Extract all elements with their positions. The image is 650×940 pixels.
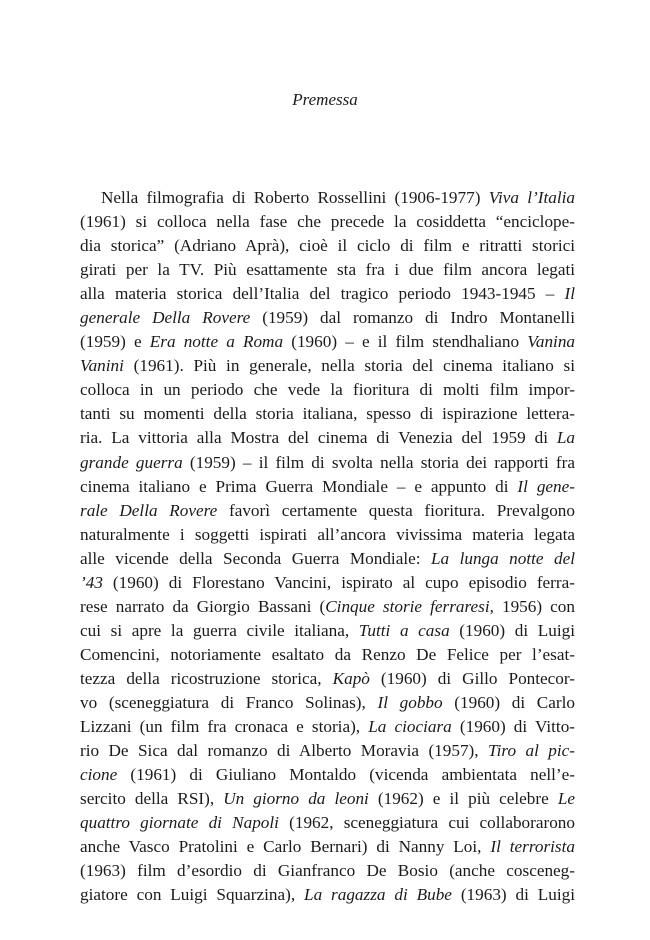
text-line [80, 402, 575, 426]
text-line [80, 451, 575, 475]
italic-title: La [556, 428, 575, 448]
text-span: Comencini, notoriamente esaltato da Renzo De Felice per l’esat- [80, 644, 575, 664]
text-line [80, 547, 575, 571]
text-span: (1959) dal romanzo di Indro Montanelli [250, 308, 575, 328]
italic-title: ’43 [80, 572, 103, 592]
text-span: (1959) e [80, 332, 150, 352]
text-span: colloca in un periodo che vede la fioritura di molti film impor- [80, 380, 575, 400]
text-span: (1960) – e il film stendhaliano [283, 332, 528, 352]
italic-title: quattro giornate di Napoli [80, 813, 279, 833]
italic-title: La ragazza di Bube [304, 885, 452, 905]
text-line [80, 210, 575, 234]
italic-title: Il terrorista [490, 837, 575, 857]
italic-title: Kapò [332, 668, 370, 688]
text-span: (1960) di Gillo Pontecor- [369, 668, 575, 688]
italic-title: Era notte a Roma [149, 332, 284, 352]
italic-title: Il [564, 284, 575, 304]
text-span: (1962) e il più celebre [368, 789, 558, 809]
text-line [80, 763, 575, 787]
text-span: (1963) film d’esordio di Gianfranco De Bosio (anche cosceneg- [80, 861, 575, 881]
italic-title: Il gobbo [377, 692, 443, 712]
text-span: (1961). Più in generale, nella storia del cinema italiano si [123, 356, 575, 376]
text-span: (1960) di Luigi [449, 620, 575, 640]
text-span: favorì certamente questa fioritura. Prevalgono [217, 500, 575, 520]
italic-title: La lunga notte del [430, 548, 575, 568]
text-line [80, 234, 575, 258]
text-span: ria. La vittoria alla Mostra del cinema di Venezia del 1959 di [80, 428, 557, 448]
italic-title: rale Della Rovere [80, 500, 218, 520]
text-span: naturalmente i soggetti ispirati all’ancora vivissima materia legata [80, 524, 575, 544]
text-line [80, 475, 575, 499]
italic-title: Viva l’Italia [488, 188, 575, 207]
italic-title: generale Della Rovere [80, 308, 251, 328]
text-span: (1963) di Luigi [451, 885, 575, 905]
text-line [80, 859, 575, 883]
text-span: (1960) di Florestano Vancini, ispirato al cupo episodio ferra- [102, 572, 575, 592]
text-span: (1961) si colloca nella fase che precede la cosiddetta “enciclope- [80, 212, 575, 232]
text-line [80, 523, 575, 547]
text-span: dia storica” (Adriano Aprà), cioè il ciclo di film e ritratti storici [80, 236, 575, 256]
italic-title: grande guerra [80, 452, 183, 472]
italic-title: Tutti a casa [358, 620, 450, 640]
text-span: Nella filmografia di Roberto Rossellini (1906-1977) [101, 188, 489, 207]
text-span: cui si apre la guerra civile italiana, [80, 620, 359, 640]
text-line [80, 282, 575, 306]
italic-title: Un giorno da leoni [223, 789, 369, 809]
text-line [80, 691, 575, 715]
text-line [80, 306, 575, 330]
text-line [80, 667, 575, 691]
text-line [80, 186, 575, 210]
text-line [80, 499, 575, 523]
text-line [80, 595, 575, 619]
text-span: Lizzani (un film fra cronaca e storia), [80, 717, 369, 737]
italic-title: Cinque storie ferraresi [325, 596, 490, 616]
text-line [80, 571, 575, 595]
text-span: (1962, sceneggiatura cui collaborarono [278, 813, 575, 833]
text-span: anche Vasco Pratolini e Carlo Bernari) di Nanny Loi, [80, 837, 491, 857]
text-line [80, 811, 575, 835]
text-span: rese narrato da Giorgio Bassani ( [80, 596, 326, 616]
italic-title: cione [80, 765, 118, 785]
text-line [80, 378, 575, 402]
text-line [80, 619, 575, 643]
text-line [80, 330, 575, 354]
text-span: tezza della ricostruzione storica, [80, 668, 333, 688]
text-span: alle vicende della Seconda Guerra Mondiale: [80, 548, 431, 568]
italic-title: Il gene- [517, 476, 575, 496]
text-span: (1960) di Vitto- [451, 717, 576, 737]
text-line [80, 835, 575, 859]
text-span: tanti su momenti della storia italiana, spesso di ispirazione lettera- [80, 404, 575, 424]
text-span: (1960) di Carlo [442, 692, 575, 712]
text-line [80, 643, 575, 667]
italic-title: Tiro al pic- [488, 741, 575, 761]
italic-title: Le [557, 789, 576, 809]
text-line [80, 426, 575, 450]
text-span: rio De Sica dal romanzo di Alberto Moravia (1957), [80, 741, 489, 761]
text-span: sercito della RSI), [80, 789, 224, 809]
text-line [80, 739, 575, 763]
text-span: , 1956) con [489, 596, 575, 616]
text-span: (1959) – il film di svolta nella storia dei rapporti fra [182, 452, 575, 472]
text-span: cinema italiano e Prima Guerra Mondiale – e appunto di [80, 476, 518, 496]
text-span: giatore con Luigi Squarzina), [80, 885, 305, 905]
italic-title: La ciociara [368, 717, 452, 737]
text-line [80, 883, 575, 907]
text-line [80, 715, 575, 739]
text-span: girati per la TV. Più esattamente sta fra i due film ancora legati [80, 260, 575, 280]
text-line [80, 787, 575, 811]
italic-title: Vanina [527, 332, 576, 352]
body-paragraph [80, 186, 575, 907]
text-span: vo (sceneggiatura di Franco Solinas), [80, 692, 378, 712]
page-title: Premessa [292, 90, 358, 109]
text-span: alla materia storica dell’Italia del tragico periodo 1943-1945 – [80, 284, 565, 304]
text-span: (1961) di Giuliano Montaldo (vicenda ambientata nell’e- [117, 765, 575, 785]
italic-title: Vanini [80, 356, 124, 376]
text-line [80, 258, 575, 282]
text-line [80, 354, 575, 378]
